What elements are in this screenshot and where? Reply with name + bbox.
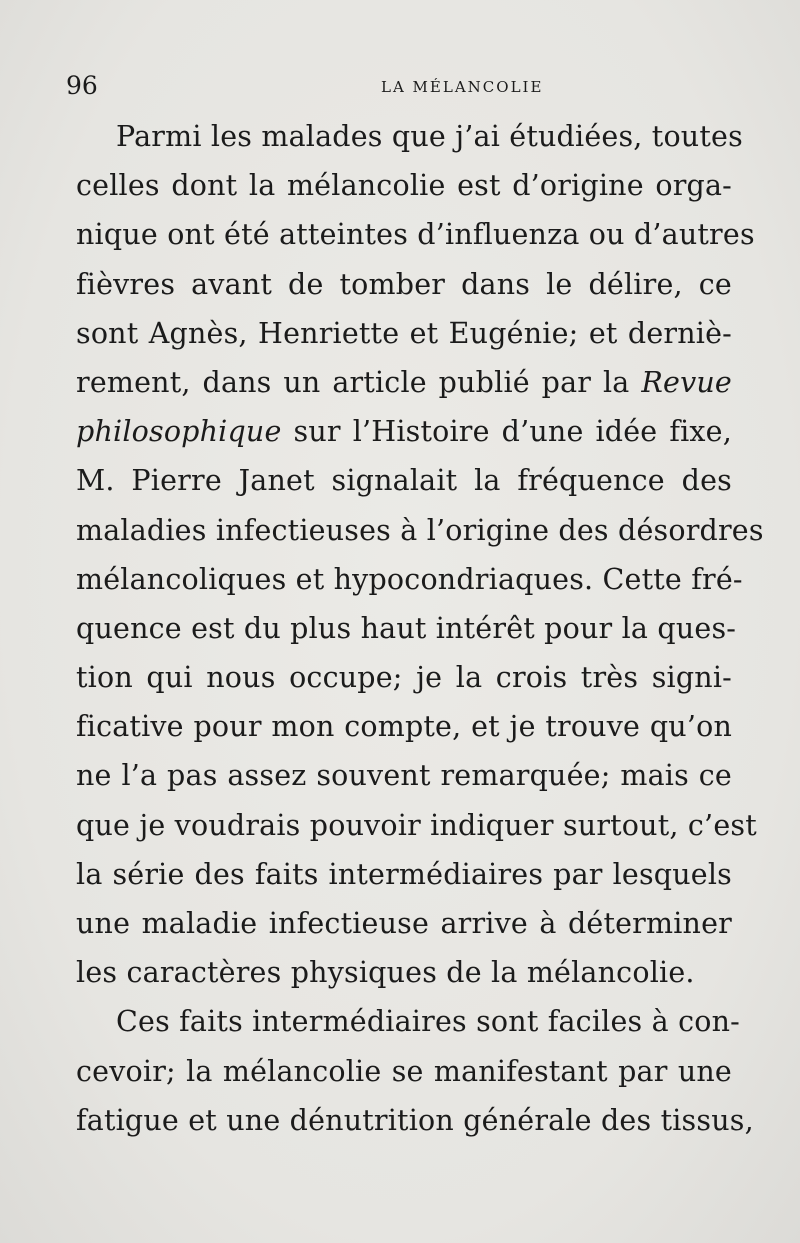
body-text [76, 112, 764, 1145]
text-line: une maladie infectieuse arrive à déterminer [76, 907, 732, 940]
page-number: 96 [66, 71, 98, 100]
text-line: M. Pierre Janet signalait la fréquence des [76, 464, 732, 498]
text-line [76, 358, 732, 407]
text-line: ne l’a pas assez souvent remarquée; mais ce [76, 759, 732, 793]
paragraph [76, 997, 754, 1145]
text-line: la série des faits intermédiaires par lesquels [76, 857, 732, 891]
text-line: tion qui nous occupe; je la crois très signi- [76, 661, 732, 695]
journal-title-italic: philosophique [76, 415, 282, 449]
paragraph [76, 112, 764, 997]
text-line: maladies infectieuses à l’origine des désordres [76, 513, 764, 547]
text-line: que je voudrais pouvoir indiquer surtout, c’est [76, 808, 757, 842]
text-line [76, 407, 732, 456]
text-line: ficative pour mon compte, et je trouve qu’on [76, 710, 732, 744]
text-line: fièvres avant de tomber dans le délire, ce [76, 267, 732, 301]
text-line: cevoir; la mélancolie se manifestant par une [76, 1054, 732, 1088]
text-line: quence est du plus haut intérêt pour la ques- [76, 611, 737, 645]
text-line: Ces faits intermédiaires sont faciles à con- [116, 1005, 740, 1039]
text-segment: sur l’Histoire d’une idée fixe, [293, 415, 732, 449]
text-line: nique ont été atteintes d’influenza ou d’autres [76, 218, 755, 252]
text-line: fatigue et une dénutrition générale des tissus, [76, 1103, 754, 1137]
text-segment: rement, dans un article publié par la [76, 365, 630, 399]
journal-title-italic: Revue [641, 365, 732, 399]
text-line: sont Agnès, Henriette et Eugénie; et derniè- [76, 316, 732, 350]
running-title: LA MÉLANCOLIE [381, 78, 544, 96]
text-line: mélancoliques et hypocondriaques. Cette fré- [76, 562, 743, 596]
text-line: les caractères physiques de la mélancolie. [76, 956, 695, 990]
text-line: Parmi les malades que j’ai étudiées, toutes [116, 120, 743, 153]
page-header [66, 68, 726, 104]
text-line: celles dont la mélancolie est d’origine orga- [76, 169, 732, 203]
